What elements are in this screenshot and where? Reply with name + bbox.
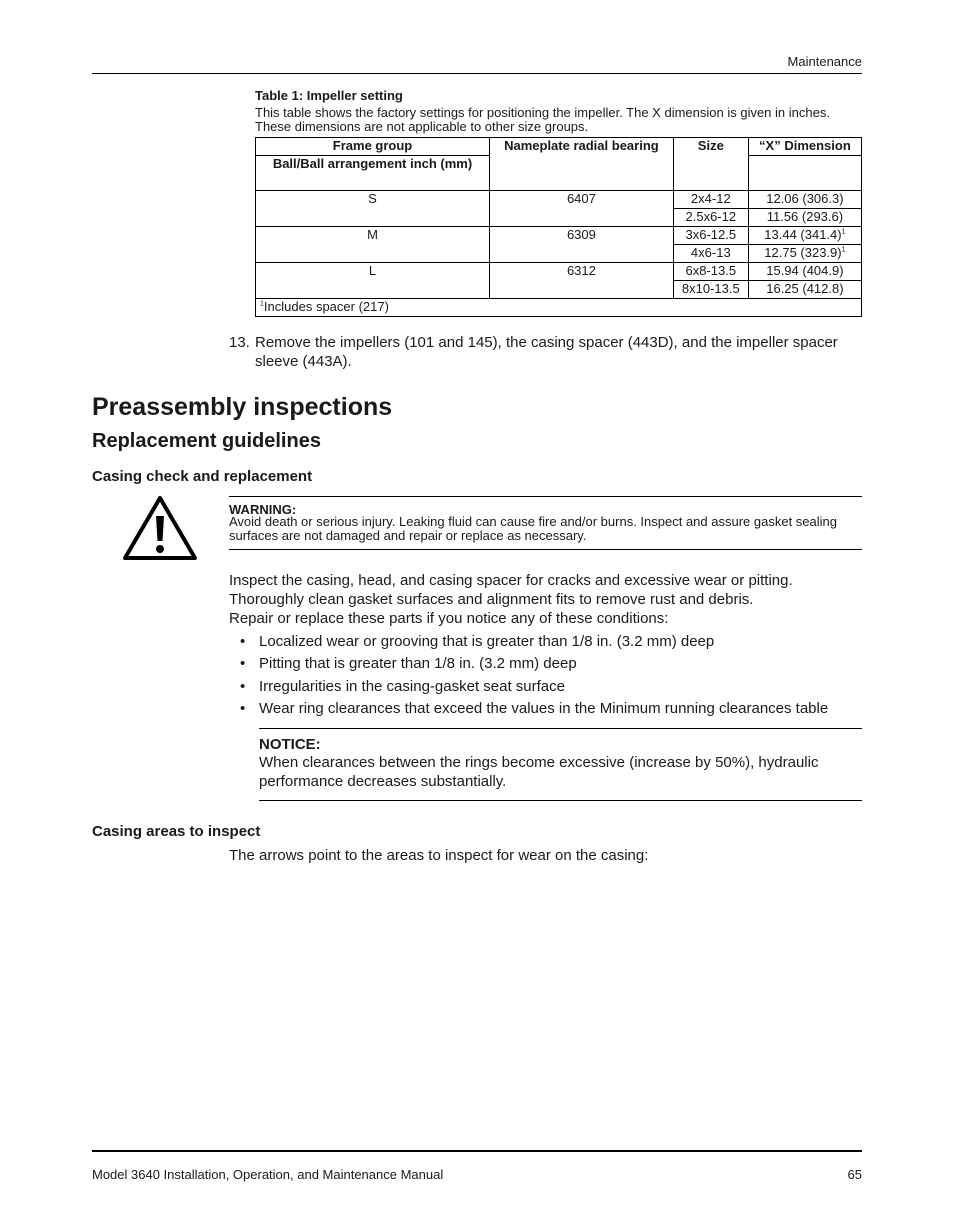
x-cell: 13.44 $(341.4)^1$ (748, 227, 861, 245)
table-row (256, 191, 862, 209)
frame-cell: S (256, 191, 490, 227)
warning-title: WARNING: (229, 502, 297, 517)
footnote-ref: 1 (841, 228, 846, 236)
running-header: Maintenance (787, 54, 862, 69)
header-x-empty (748, 156, 861, 191)
step-text: Remove the impellers (101 and 145), the casing spacer (443D), and the impeller spacer sleeve (443A). (255, 334, 838, 370)
table-description: This table shows the factory settings for positioning the impeller. The X dimension is given in inches. These dimensions are not applicable to other size groups. (255, 105, 830, 134)
size-cell: 3x6-12.5 (673, 227, 748, 245)
notice-bottom-rule (259, 800, 862, 801)
list-item: • Irregularities in the casing-gasket seat surface (240, 677, 565, 695)
footer-manual-title: Model 3640 Installation, Operation, and Maintenance Manual (92, 1167, 444, 1182)
x-cell: 12.75 $(323.9)^1$ (748, 245, 861, 263)
bearing-cell: 6407 (490, 191, 674, 227)
warning-bottom-rule (229, 549, 862, 550)
paragraph-arrows: The arrows point to the areas to inspect for wear on the casing: (229, 847, 649, 864)
x-cell: 11.56 (293.6) (748, 209, 861, 227)
bearing-cell: 6312 (490, 263, 674, 299)
table-footnote: $^1$Includes spacer (217) (256, 299, 862, 317)
step-13 (229, 333, 854, 371)
warning-text: Avoid death or serious injury. Leaking fluid can cause fire and/or burns. Inspect and assure gasket sealing surfaces are not damaged and repair or replace as necessary. (229, 514, 837, 543)
paragraph-repair: Repair or replace these parts if you notice any of these conditions: (229, 610, 669, 627)
heading-casing-check: Casing check and replacement (92, 468, 313, 485)
size-cell: 6x8-13.5 (673, 263, 748, 281)
size-cell: 4x6-13 (673, 245, 748, 263)
heading-casing-areas: Casing areas to inspect (92, 823, 261, 840)
frame-cell: L (256, 263, 490, 299)
size-cell: 8x10-13.5 (673, 281, 748, 299)
warning-top-rule (229, 496, 862, 497)
notice-top-rule (259, 728, 862, 729)
table-row (256, 263, 862, 281)
step-number: 13. (229, 334, 250, 351)
table-row (256, 227, 862, 245)
header-x-dimension: “X” Dimension (748, 138, 861, 156)
list-item: • Pitting that is greater than 1/8 in. (3.2 mm) deep (240, 655, 577, 673)
frame-cell: M (256, 227, 490, 263)
bullet-glyph: • (240, 677, 246, 695)
list-item: • Wear ring clearances that exceed the values in the Minimum running clearances table (240, 699, 829, 717)
conditions-list (240, 632, 860, 721)
paragraph-inspect: Inspect the casing, head, and casing spacer for cracks and excessive wear or pitting. Thoroughly clean gasket surfaces and alignment fits to remove rust and debris. (229, 572, 793, 608)
heading-replacement: Replacement guidelines (92, 430, 321, 452)
header-rule (92, 73, 862, 74)
heading-preassembly: Preassembly inspections (92, 393, 393, 421)
bullet-glyph: • (240, 655, 246, 673)
table-footnote-row (256, 299, 862, 317)
list-item: • Localized wear or grooving that is greater than 1/8 in. (3.2 mm) deep (240, 633, 715, 650)
impeller-setting-table (255, 137, 862, 317)
footer-rule (92, 1150, 862, 1152)
notice-text: When clearances between the rings become excessive (increase by 50%), hydraulic performance decreases substantially. (259, 754, 819, 790)
size-cell: 2x4-12 (673, 191, 748, 209)
header-size: Size (673, 138, 748, 191)
footnote-ref: 1 (841, 246, 846, 254)
footnote-mark: 1 (260, 300, 264, 308)
bearing-cell: 6309 (490, 227, 674, 263)
warning-triangle-icon (121, 494, 199, 562)
header-nameplate: Nameplate radial bearing (490, 138, 674, 191)
bullet-glyph: • (240, 699, 246, 717)
x-cell: 16.25 (412.8) (748, 281, 861, 299)
header-arrangement: Ball/Ball arrangement inch (mm) (256, 156, 490, 191)
table-title: Table 1: Impeller setting (255, 88, 403, 103)
x-cell: 15.94 (404.9) (748, 263, 861, 281)
x-cell: 12.06 (306.3) (748, 191, 861, 209)
page-number: 65 (847, 1167, 862, 1182)
size-cell: 2.5x6-12 (673, 209, 748, 227)
bullet-glyph: • (240, 633, 246, 650)
notice-title: NOTICE: (259, 736, 321, 753)
header-frame-group: Frame group (256, 138, 490, 156)
